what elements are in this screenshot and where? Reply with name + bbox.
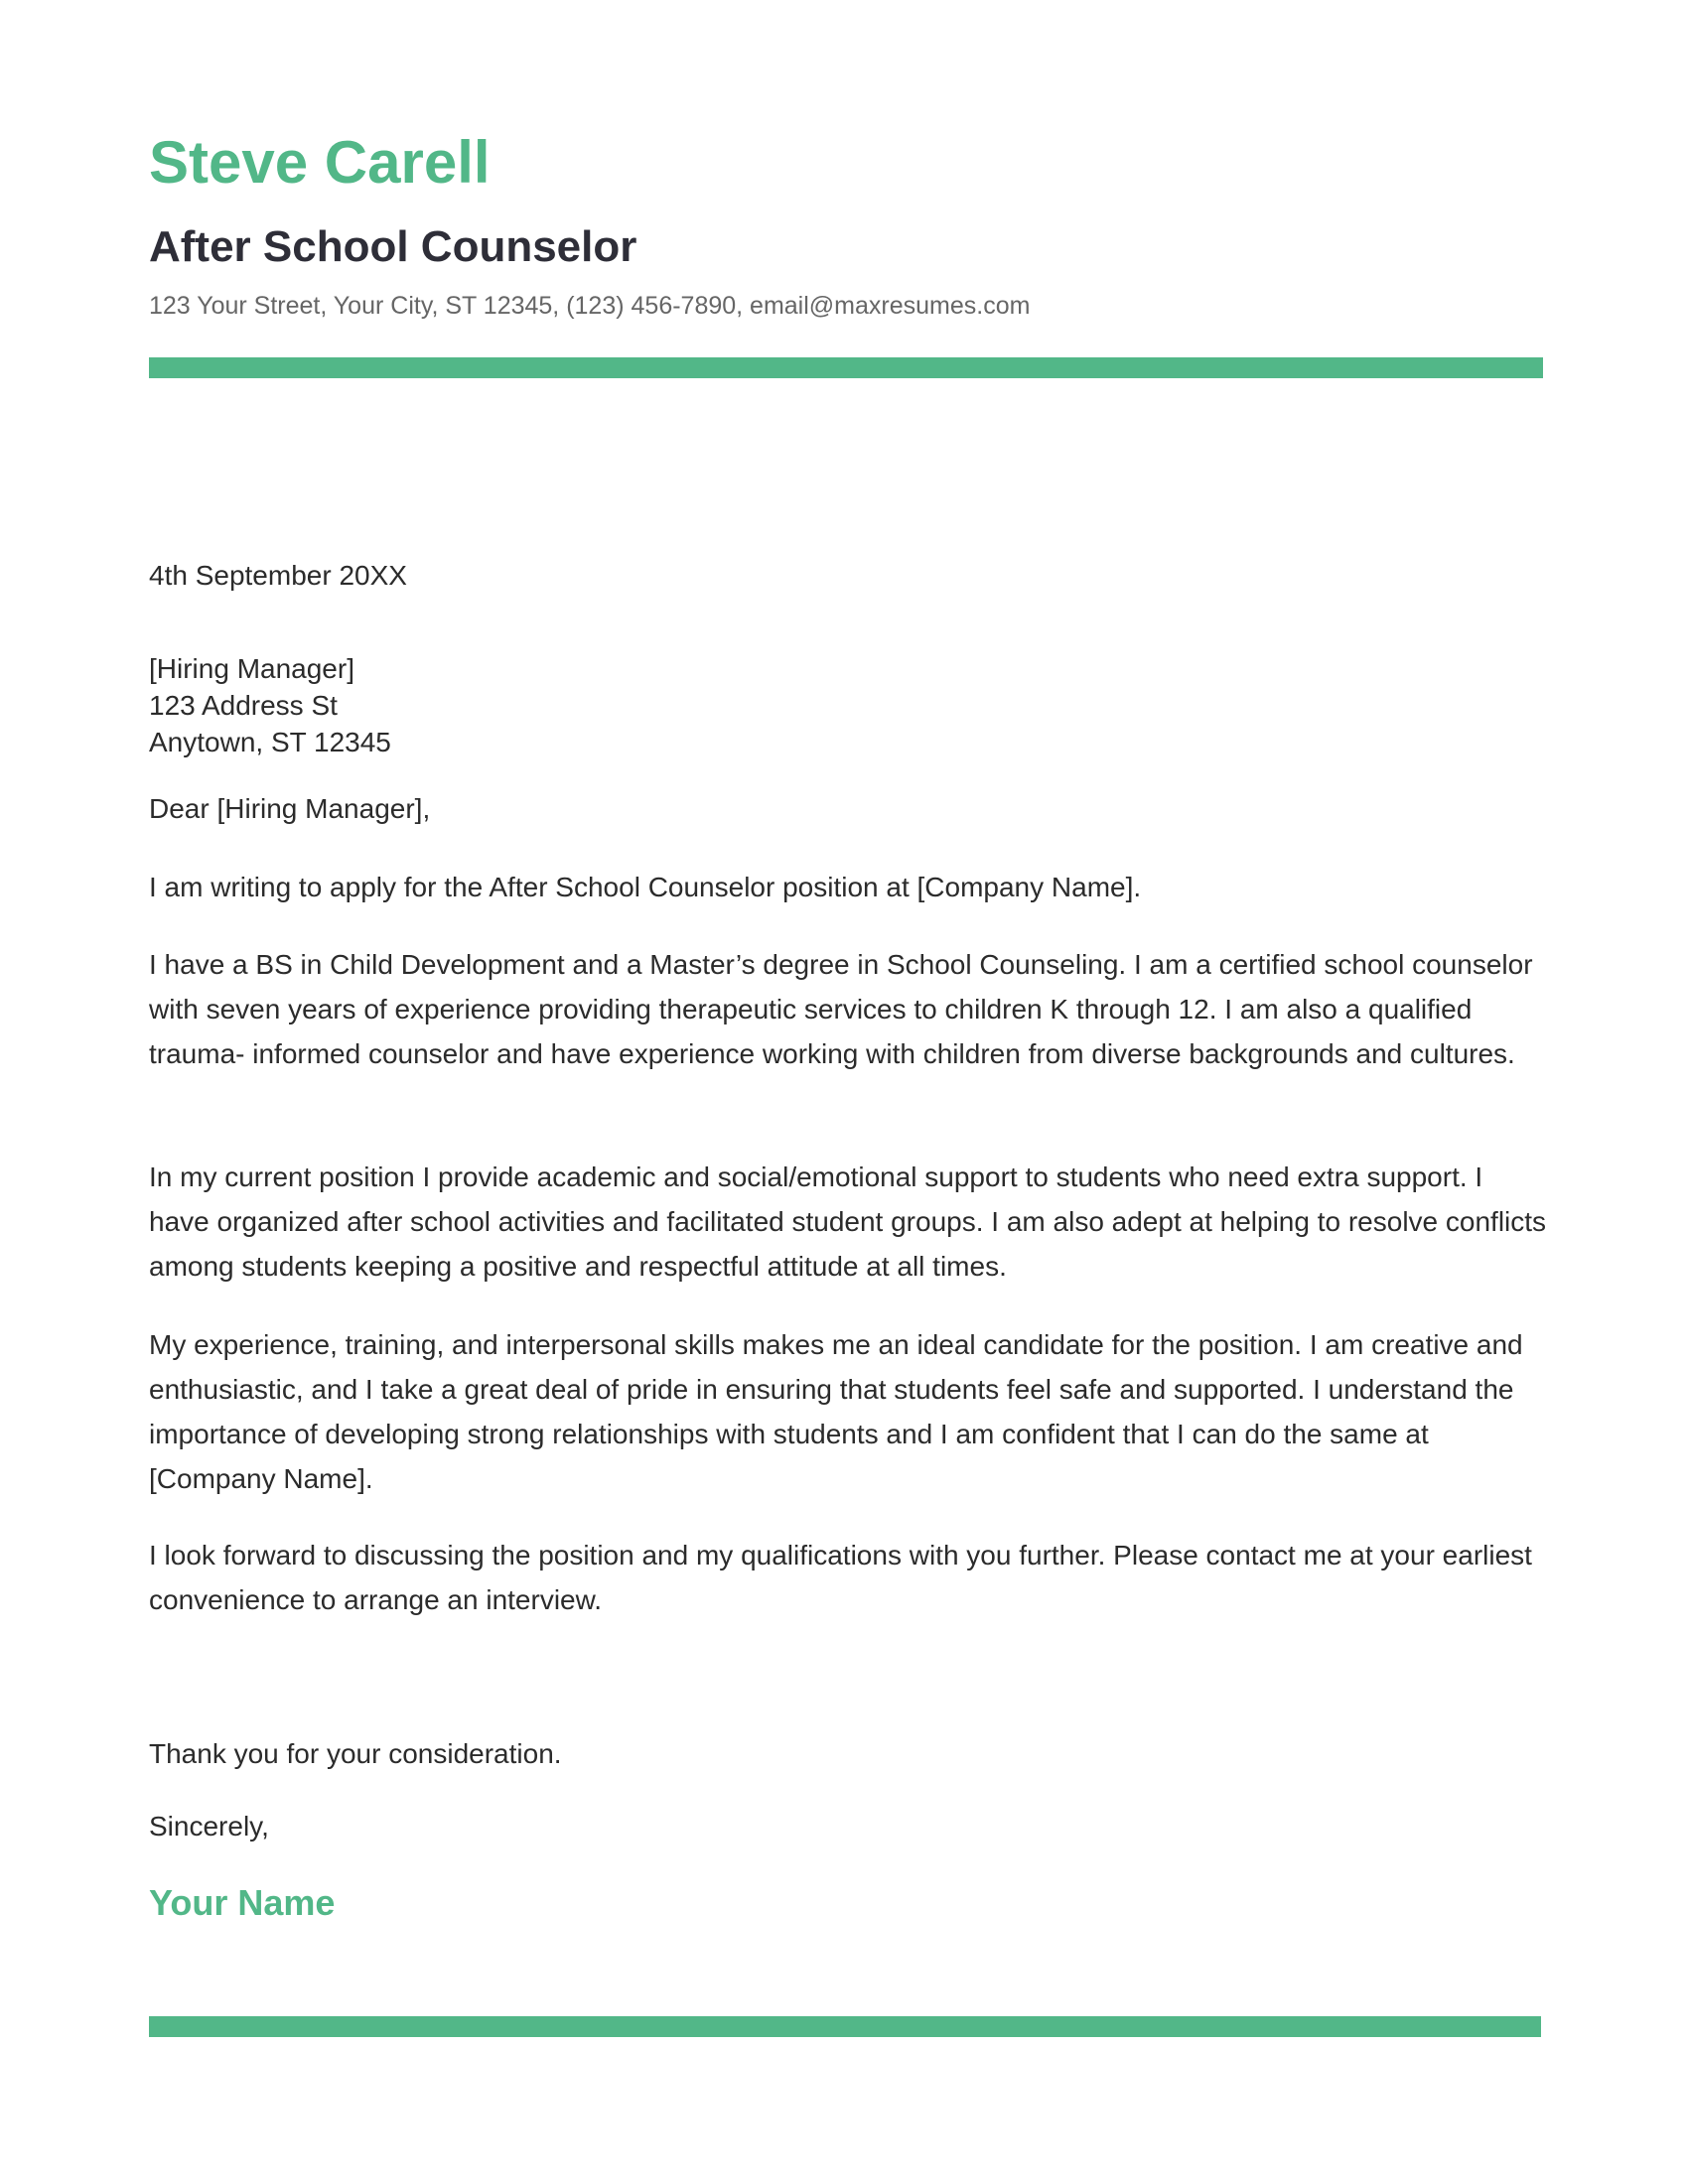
paragraph-current-position: In my current position I provide academic and social/emotional support to students who need extra support. I have organized after school activities and facilitated student groups. I am also adept at helping to resolve conflicts among students keeping a positive and respectful attitude at all times. <box>149 1161 1547 1282</box>
header-divider <box>149 357 1543 378</box>
recipient-street: 123 Address St <box>149 690 338 721</box>
paragraph-qualifications: I have a BS in Child Development and a Master’s degree in School Counseling. I am a certified school counselor with seven years of experience providing therapeutic services to children K through 12. I am also a qualified trauma- informed counselor and have experience working with children from diverse backgrounds and cultures. <box>149 949 1533 1069</box>
applicant-name: Steve Carell <box>149 129 491 196</box>
paragraph-skills: My experience, training, and interpersonal skills makes me an ideal candidate for the position. I am creative and enthusiastic, and I take a great deal of pride in ensuring that students feel safe and supported. I understand the importance of developing strong relationships with students and I am confident that I can do the same at [Company Name]. <box>149 1329 1523 1494</box>
salutation: Dear [Hiring Manager], <box>149 793 431 824</box>
recipient-address <box>149 650 391 760</box>
closing-line: Thank you for your consideration. <box>149 1738 562 1769</box>
signature-name: Your Name <box>149 1882 336 1923</box>
sign-off: Sincerely, <box>149 1811 269 1842</box>
job-title: After School Counselor <box>149 222 637 271</box>
paragraph-call-to-action: I look forward to discussing the position and my qualifications with you further. Please contact me at your earliest convenience to arrange an interview. <box>149 1540 1532 1615</box>
footer-divider <box>149 2016 1541 2037</box>
paragraph-intro: I am writing to apply for the After School Counselor position at [Company Name]. <box>149 872 1142 902</box>
contact-info: 123 Your Street, Your City, ST 12345, (123) 456-7890, email@maxresumes.com <box>149 292 1031 320</box>
recipient-city: Anytown, ST 12345 <box>149 727 391 757</box>
recipient-name: [Hiring Manager] <box>149 653 354 684</box>
letter-date: 4th September 20XX <box>149 560 407 591</box>
